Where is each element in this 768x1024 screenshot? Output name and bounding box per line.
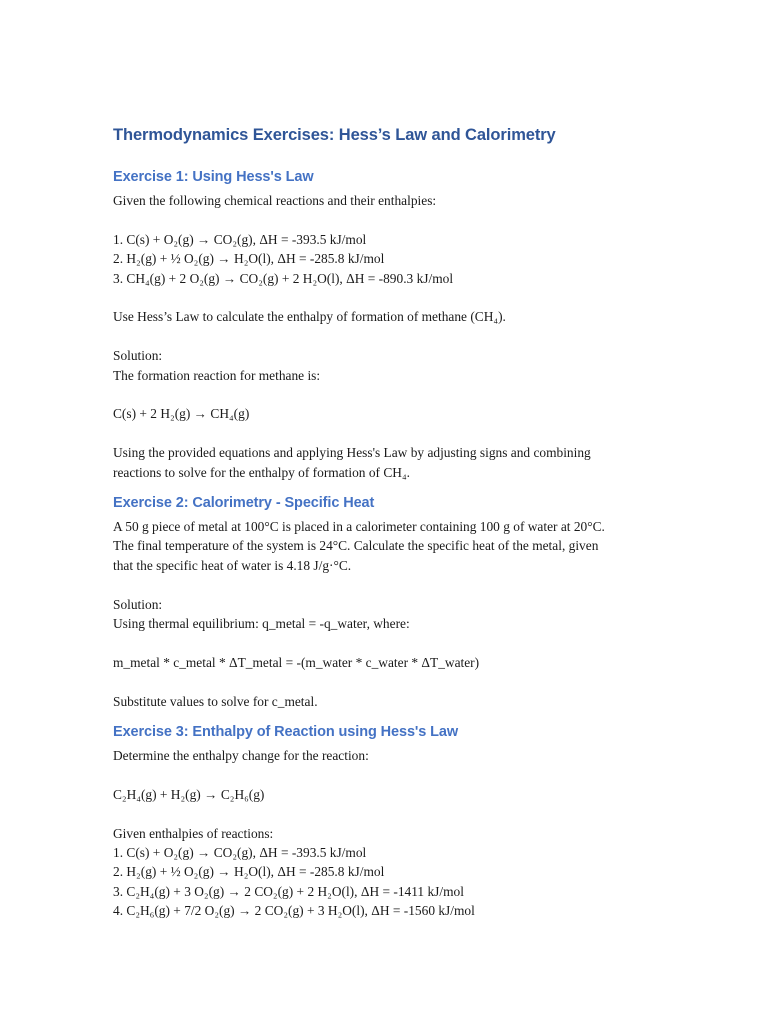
- spacer: [113, 575, 668, 594]
- spacer: [113, 210, 668, 229]
- spacer: [113, 711, 668, 722]
- spacer: [113, 327, 668, 346]
- exercise-1-solution-label: Solution:: [113, 348, 163, 364]
- exercise-2-problem-line-2: The final temperature of the system is 24°C. Calculate the specific heat of the metal, given: [113, 538, 599, 554]
- exercise-1-formation-text: The formation reaction for methane is:: [113, 367, 321, 383]
- spacer: [113, 672, 668, 691]
- exercise-3-heading: Exercise 3: Enthalpy of Reaction using Hess's Law: [113, 724, 459, 741]
- exercise-2-problem-line-1: A 50 g piece of metal at 100°C is placed in a calorimeter containing 100 g of water at 20°C.: [113, 519, 605, 535]
- exercise-2-closing: Substitute values to solve for c_metal.: [113, 693, 318, 709]
- exercise-2-problem-line-3: that the specific heat of water is 4.18 J/g·°C.: [113, 557, 352, 573]
- exercise-2-solution-label: Solution:: [113, 596, 163, 612]
- spacer: [113, 424, 668, 443]
- spacer: [113, 765, 668, 784]
- exercise-1-reaction-1: 1. C(s) + O₂(g) → CO₂(g), ΔH = -393.5 kJ/mol: [113, 231, 367, 247]
- exercise-1-closing-line-2: reactions to solve for the enthalpy of formation of CH₄.: [113, 464, 410, 480]
- exercise-2-equilibrium-text: Using thermal equilibrium: q_metal = -q_water, where:: [113, 616, 410, 632]
- exercise-2-equation: m_metal * c_metal * ΔT_metal = -(m_water * c_water * ΔT_water): [113, 654, 480, 670]
- exercise-1-intro: Given the following chemical reactions and their enthalpies:: [113, 193, 437, 208]
- exercise-3-given-label: Given enthalpies of reactions:: [113, 825, 274, 841]
- exercise-1-reaction-3: 3. CH₄(g) + 2 O₂(g) → CO₂(g) + 2 H₂O(l), ΔH = -890.3 kJ/mol: [113, 270, 454, 286]
- spacer: [113, 482, 668, 493]
- exercise-1-heading: Exercise 1: Using Hess's Law: [113, 169, 314, 185]
- document-title: Thermodynamics Exercises: Hess’s Law and Calorimetry: [113, 126, 556, 144]
- exercise-2-heading: Exercise 2: Calorimetry - Specific Heat: [113, 495, 375, 512]
- exercise-3-section: [113, 722, 668, 921]
- exercise-1-closing-line-1: Using the provided equations and applying Hess's Law by adjusting signs and combining: [113, 445, 591, 461]
- spacer: [113, 385, 668, 404]
- exercise-1-task: Use Hess’s Law to calculate the enthalpy of formation of methane (CH₄).: [113, 309, 506, 325]
- exercise-3-reaction-1: 1. C(s) + O₂(g) → CO₂(g), ΔH = -393.5 kJ/mol: [113, 845, 367, 861]
- exercise-1-section: [113, 167, 668, 482]
- spacer: [113, 633, 668, 652]
- exercise-3-reaction-4: 4. C₂H₆(g) + 7/2 O₂(g) → 2 CO₂(g) + 3 H₂O(l), ΔH = -1560 kJ/mol: [113, 903, 475, 919]
- exercise-3-target-equation: C₂H₄(g) + H₂(g) → C₂H₆(g): [113, 786, 265, 802]
- exercise-1-reaction-2: 2. H₂(g) + ½ O₂(g) → H₂O(l), ΔH = -285.8 kJ/mol: [113, 251, 385, 267]
- exercise-3-reaction-2: 2. H₂(g) + ½ O₂(g) → H₂O(l), ΔH = -285.8 kJ/mol: [113, 864, 385, 880]
- spacer: [113, 288, 668, 307]
- exercise-3-intro: Determine the enthalpy change for the reaction:: [113, 748, 369, 764]
- spacer: [113, 804, 668, 823]
- exercise-1-formation-equation: C(s) + 2 H₂(g) → CH₄(g): [113, 406, 250, 422]
- exercise-3-reaction-3: 3. C₂H₄(g) + 3 O₂(g) → 2 CO₂(g) + 2 H₂O(l), ΔH = -1411 kJ/mol: [113, 883, 464, 899]
- exercise-2-section: [113, 493, 668, 711]
